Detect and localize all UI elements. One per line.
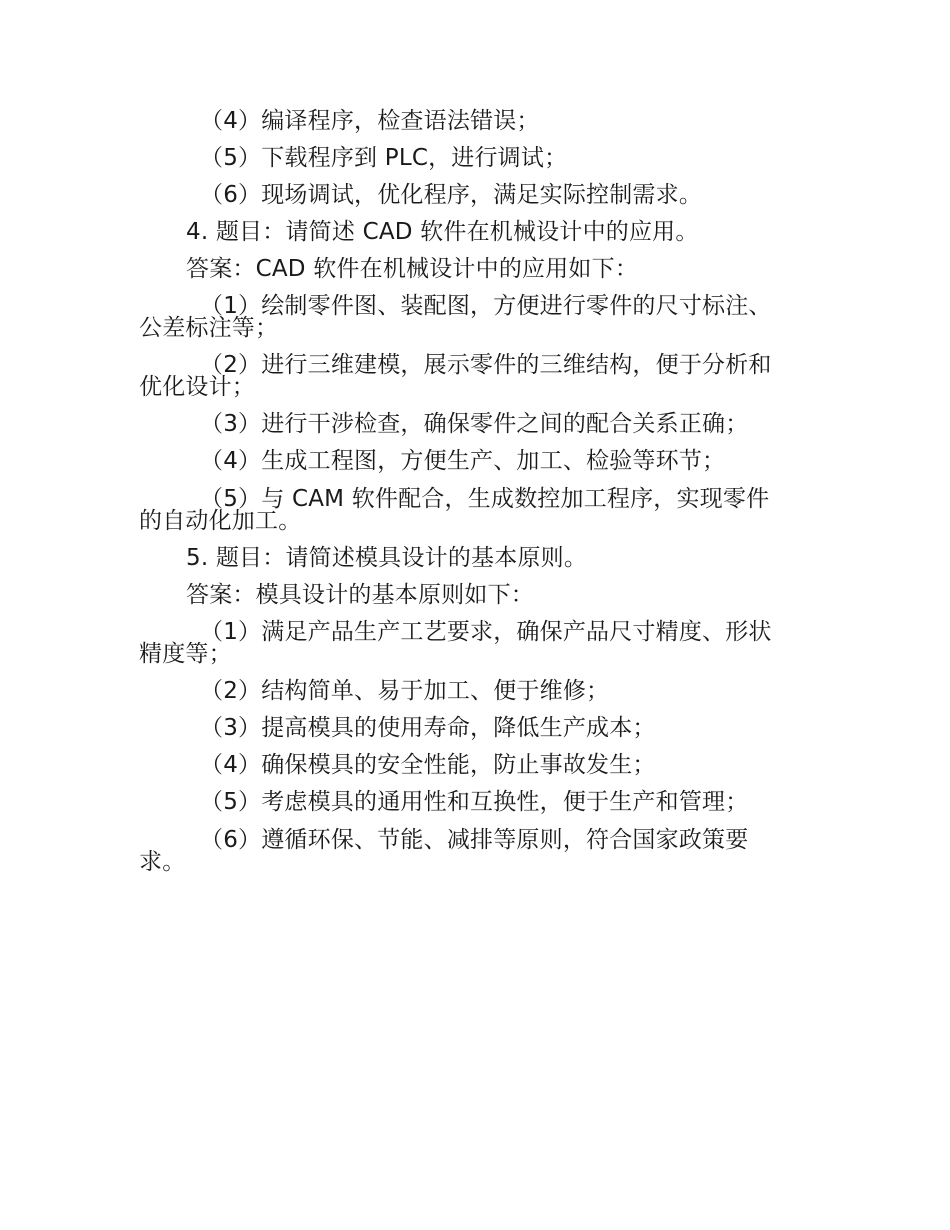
text-line: （5）与 CAM 软件配合，生成数控加工程序，实现零件	[200, 486, 770, 512]
text-line-continuation: 的自动化加工。	[139, 508, 302, 534]
answer-intro: 答案：CAD 软件在机械设计中的应用如下：	[186, 256, 639, 282]
question-heading: 5. 题目：请简述模具设计的基本原则。	[186, 545, 588, 571]
text-line: （2）结构简单、易于加工、便于维修；	[200, 678, 610, 704]
text-line: （5）下载程序到 PLC，进行调试；	[200, 145, 568, 171]
text-line: （4）确保模具的安全性能，防止事故发生；	[200, 752, 656, 778]
text-line: （2）进行三维建模，展示零件的三维结构，便于分析和	[200, 352, 772, 378]
text-line-continuation: 优化设计；	[139, 374, 255, 400]
text-line-continuation: 精度等；	[139, 641, 232, 667]
text-line: （1）满足产品生产工艺要求，确保产品尺寸精度、形状	[200, 619, 772, 645]
text-line: （3）进行干涉检查，确保零件之间的配合关系正确；	[200, 411, 749, 437]
text-line: （6）现场调试，优化程序，满足实际控制需求。	[200, 182, 703, 208]
question-heading: 4. 题目：请简述 CAD 软件在机械设计中的应用。	[186, 219, 699, 245]
text-line: （4）生成工程图，方便生产、加工、检验等环节；	[200, 448, 726, 474]
text-line: （5）考虑模具的通用性和互换性，便于生产和管理；	[200, 789, 749, 815]
answer-intro: 答案：模具设计的基本原则如下：	[186, 582, 534, 608]
text-line-continuation: 公差标注等；	[139, 315, 279, 341]
text-line-continuation: 求。	[139, 849, 186, 875]
text-line: （3）提高模具的使用寿命，降低生产成本；	[200, 715, 656, 741]
text-line: （4）编译程序，检查语法错误；	[200, 108, 540, 134]
text-line: （1）绘制零件图、装配图，方便进行零件的尺寸标注、	[200, 293, 772, 319]
text-line: （6）遵循环保、节能、减排等原则，符合国家政策要	[200, 827, 749, 853]
